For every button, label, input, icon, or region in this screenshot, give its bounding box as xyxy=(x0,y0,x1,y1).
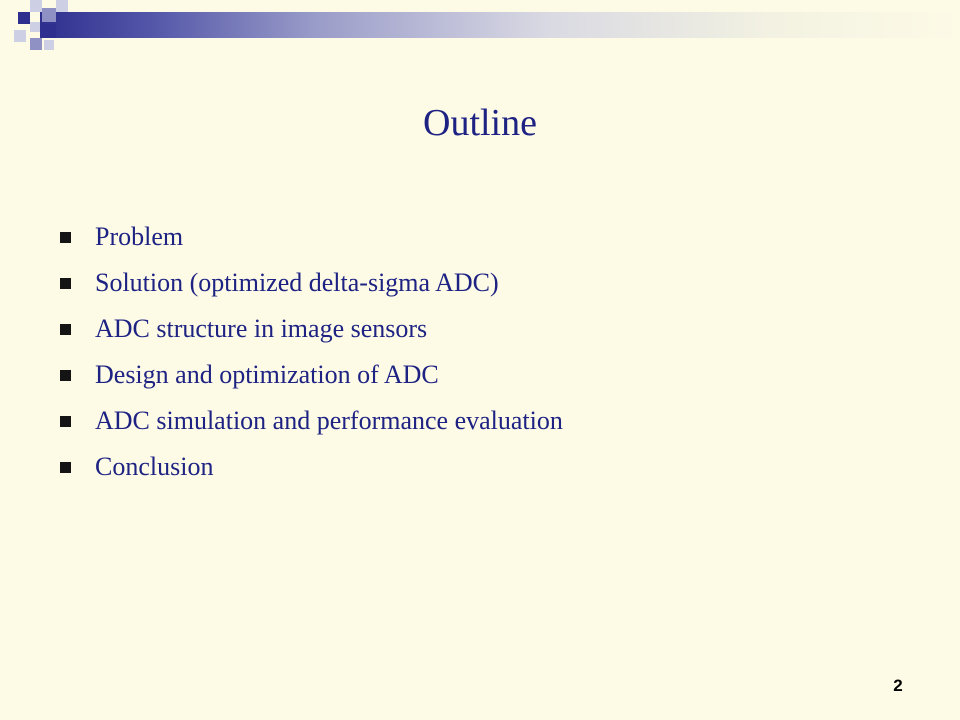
square-bullet-icon xyxy=(60,370,71,381)
corner-square-light xyxy=(44,40,54,50)
corner-square-mid xyxy=(30,38,42,50)
bullet-item xyxy=(60,214,563,260)
bullet-text: ADC structure in image sensors xyxy=(95,314,428,343)
corner-square-mid xyxy=(42,8,56,22)
corner-square-mosaic xyxy=(0,0,80,60)
square-bullet-icon xyxy=(60,416,71,427)
bullet-text: Solution (optimized delta-sigma ADC) xyxy=(95,268,499,297)
square-bullet-icon xyxy=(60,278,71,289)
bullet-item xyxy=(60,260,563,306)
corner-square-dark xyxy=(42,24,56,38)
bullet-item xyxy=(60,352,563,398)
bullet-item xyxy=(60,398,563,444)
bullet-list xyxy=(60,214,563,490)
corner-square-light xyxy=(30,22,40,32)
bullet-text: Problem xyxy=(95,222,184,251)
bullet-text: ADC simulation and performance evaluation xyxy=(95,406,563,435)
square-bullet-icon xyxy=(60,462,71,473)
bullet-text: Design and optimization of ADC xyxy=(95,360,439,389)
corner-square-light xyxy=(56,0,68,12)
square-bullet-icon xyxy=(60,232,71,243)
header-gradient-bar xyxy=(40,12,960,38)
corner-square-light xyxy=(30,0,42,12)
bullet-item xyxy=(60,306,563,352)
page-number: 2 xyxy=(893,676,903,695)
slide-title: Outline xyxy=(423,102,537,144)
square-bullet-icon xyxy=(60,324,71,335)
bullet-text: Conclusion xyxy=(95,452,214,481)
corner-square-light xyxy=(14,30,26,42)
bullet-item xyxy=(60,444,563,490)
corner-square-dark xyxy=(18,12,30,24)
